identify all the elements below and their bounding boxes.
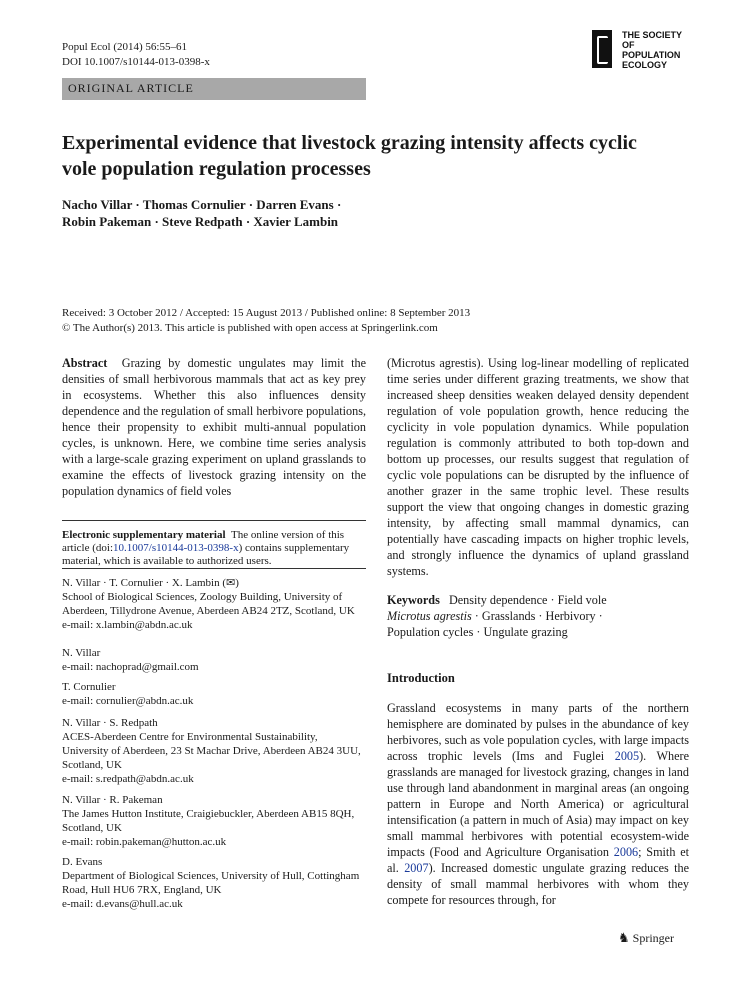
affiliation-block bbox=[62, 576, 366, 632]
keywords-line: Density dependence · Field vole bbox=[448, 593, 607, 607]
keywords-species: Microtus agrestis bbox=[387, 609, 472, 623]
affiliation-names: N. Villar bbox=[62, 647, 101, 659]
affiliation-email[interactable]: e-mail: s.redpath@abdn.ac.uk bbox=[62, 773, 194, 785]
publication-dates bbox=[62, 306, 702, 336]
affiliation-names: D. Evans bbox=[62, 856, 103, 868]
springer-horse-icon: ♞ bbox=[618, 930, 630, 945]
esm-text: The online version of this article (doi: bbox=[62, 529, 345, 554]
intro-text: ). Increased domestic ungulate grazing reduces the density of small mammal herbivores with whom they compete for resources through, for bbox=[387, 861, 689, 907]
abstract-label: Abstract bbox=[62, 356, 108, 370]
society-name-line: ECOLOGY bbox=[622, 60, 668, 70]
abstract-text-continued: (Microtus agrestis). Using log-linear modelling of replicated time series under different grazing treatments, we show that increased sheep densities weaken delayed density dependent regulation of vole population growth, hence reducing the cyclicity in vole population dynamics. While population regulation is commonly attributed to both top-down and bottom up processes, our results suggest that regulation of cyclic vole populations can be disrupted by the influence of another grazer in the same trophic level. These results support the view that ongoing changes in domestic grazing intensity, by affecting small mammal dynamics, can potentially have cascading impacts on higher trophic levels, and strongly influence the dynamics of upland grassland systems. bbox=[387, 356, 689, 578]
publisher-name: Springer bbox=[632, 930, 674, 945]
affiliation-names: N. Villar · R. Pakeman bbox=[62, 794, 163, 806]
citation-link[interactable]: 2006 bbox=[613, 845, 639, 859]
keywords bbox=[387, 592, 689, 640]
abstract-right bbox=[387, 355, 689, 579]
affiliation-block bbox=[62, 855, 366, 911]
intro-text: ). Where grasslands are managed for livestock grazing, changes in land use through land abandonment in marginal areas (an ongoing pattern in Europe and North America) or agricultural intensification (a pattern in much of Asia) may impact on key small mammal herbivores with potential ecosystem-wide impacts (Food and Agriculture Organisation bbox=[387, 749, 689, 859]
author-list bbox=[62, 196, 662, 230]
affiliation-email[interactable]: e-mail: robin.pakeman@hutton.ac.uk bbox=[62, 836, 227, 848]
affiliation-names: N. Villar · T. Cornulier · X. Lambin (✉) bbox=[62, 577, 239, 589]
copyright-line: © The Author(s) 2013. This article is published with open access at Springerlink.com bbox=[62, 322, 438, 334]
affiliation-email[interactable]: e-mail: nachoprad@gmail.com bbox=[62, 661, 199, 673]
citation-link[interactable]: 2007 bbox=[404, 861, 429, 875]
keywords-line: Population cycles · Ungulate grazing bbox=[387, 625, 568, 639]
article-title: Experimental evidence that livestock grazing intensity affects cyclic vole population regulation processes bbox=[62, 132, 637, 180]
society-name-line: POPULATION bbox=[622, 50, 681, 60]
abstract-text: Grazing by domestic ungulates may limit the densities of small herbivorous mammals that act as key prey in ecosystems. Whether this also influences density dependence and the regulation of small herbivore populations, hence their propensity to exhibit multi-annual population cycles, is unknown. Here, we combine time series analysis with a large-scale grazing experiment on upland grasslands to examine the effects of livestock grazing intensity on the population dynamics of field voles bbox=[62, 356, 367, 498]
affiliation-block bbox=[62, 646, 366, 674]
esm-doi-link[interactable]: 10.1007/s10144-013-0398-x bbox=[113, 542, 239, 554]
affiliation-email[interactable]: e-mail: x.lambin@abdn.ac.uk bbox=[62, 619, 193, 631]
introduction-paragraph bbox=[387, 700, 689, 908]
affiliation-block bbox=[62, 716, 366, 786]
esm-text: ) contains supplementary material, which is available to authorized users. bbox=[62, 542, 350, 567]
keywords-label: Keywords bbox=[387, 593, 440, 607]
intro-text: Grassland ecosystems in many parts of the northern hemisphere are dominated by pulses in the abundance of key herbivores, such as vole population cycles, with large impacts across trophic levels (Ims and Fuglei bbox=[387, 701, 689, 763]
affiliation-address: Department of Biological Sciences, University of Hull, Cottingham Road, Hull HU6 7RX, England, UK bbox=[62, 870, 360, 896]
society-logo-icon bbox=[592, 30, 612, 68]
journal-doi: DOI 10.1007/s10144-013-0398-x bbox=[62, 56, 210, 68]
affiliation-block bbox=[62, 793, 366, 849]
society-name-line: OF bbox=[622, 40, 635, 50]
affiliation-names: T. Cornulier bbox=[62, 681, 116, 693]
affiliation-block bbox=[62, 680, 366, 708]
dates-line: Received: 3 October 2012 / Accepted: 15 August 2013 / Published online: 8 September 2013 bbox=[62, 307, 471, 319]
abstract-left bbox=[62, 355, 366, 499]
society-name-line: THE SOCIETY bbox=[622, 30, 683, 40]
affiliation-email[interactable]: e-mail: cornulier@abdn.ac.uk bbox=[62, 695, 194, 707]
article-type: ORIGINAL ARTICLE bbox=[68, 81, 194, 95]
affiliation-email[interactable]: e-mail: d.evans@hull.ac.uk bbox=[62, 898, 183, 910]
esm-divider bbox=[62, 520, 366, 521]
journal-citation: Popul Ecol (2014) 56:55–61 bbox=[62, 41, 187, 53]
affiliation-names: N. Villar · S. Redpath bbox=[62, 717, 158, 729]
keywords-line: · Grasslands · Herbivory · bbox=[471, 609, 603, 623]
section-heading-introduction: Introduction bbox=[387, 671, 455, 685]
society-name bbox=[622, 30, 682, 70]
author-line: Robin Pakeman · Steve Redpath · Xavier Lambin bbox=[62, 214, 339, 229]
affiliation-address: ACES-Aberdeen Centre for Environmental Sustainability, University of Aberdeen, 23 St Machar Drive, Aberdeen AB24 3UU, Scotland, UK bbox=[62, 731, 361, 771]
citation-link[interactable]: 2005 bbox=[614, 749, 640, 763]
author-line: Nacho Villar · Thomas Cornulier · Darren Evans · bbox=[62, 197, 342, 212]
intro-text: ; Smith et al. bbox=[387, 845, 689, 875]
affiliation-address: The James Hutton Institute, Craigiebuckler, Aberdeen AB15 8QH, Scotland, UK bbox=[62, 808, 355, 834]
affiliation-address: School of Biological Sciences, Zoology Building, University of Aberdeen, Tillydrone Avenue, Aberdeen AB24 2TZ, Scotland, UK bbox=[62, 591, 355, 617]
esm-note bbox=[62, 529, 366, 568]
affiliation-divider bbox=[62, 568, 366, 569]
esm-label: Electronic supplementary material bbox=[62, 529, 226, 541]
publisher-mark bbox=[618, 930, 674, 946]
